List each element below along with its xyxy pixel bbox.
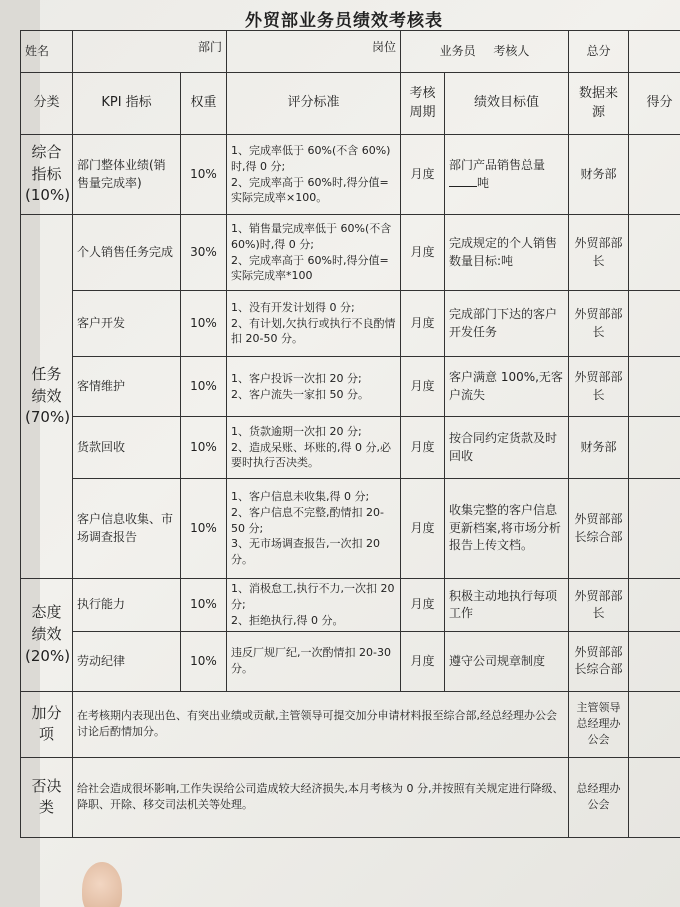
- name-cell[interactable]: [73, 31, 227, 73]
- group-attitude: 态度绩效(20%): [21, 579, 73, 692]
- kpi-target: 积极主动地执行每项工作: [445, 579, 569, 632]
- score-cell[interactable]: [629, 691, 680, 757]
- kpi-period: 月度: [401, 291, 445, 357]
- position-label: 岗位: [371, 40, 396, 54]
- kpi-weight: 30%: [181, 215, 227, 291]
- table-row: [21, 135, 680, 215]
- header-score: 得分: [629, 73, 680, 135]
- veto-source: 总经理办公会: [569, 757, 629, 837]
- kpi-name: 客户开发: [73, 291, 181, 357]
- reviewer-label: 考核人: [493, 43, 530, 58]
- header-period: 考核周期: [401, 73, 445, 135]
- header-row: [21, 73, 680, 135]
- header-criteria: 评分标准: [227, 73, 401, 135]
- evaluation-form: [20, 30, 680, 907]
- score-cell[interactable]: [629, 757, 680, 837]
- kpi-source: 外贸部部长: [569, 291, 629, 357]
- kpi-source: 外贸部部长综合部: [569, 631, 629, 691]
- score-cell[interactable]: [629, 291, 680, 357]
- bonus-text: 在考核期内表现出色、有突出业绩或贡献,主管领导可提交加分申请材料报至综合部,经总经理办公会讨论后酌情加分。: [73, 691, 569, 757]
- bonus-source: 主管领导总经理办公会: [569, 691, 629, 757]
- kpi-criteria: 1、完成率低于 60%(不含 60%)时,得 0 分; 2、完成率高于 60%时,得分值=实际完成率×100。: [227, 135, 401, 215]
- kpi-name: 执行能力: [73, 579, 181, 632]
- kpi-table: [20, 30, 680, 838]
- kpi-source: 外贸部部长综合部: [569, 479, 629, 579]
- table-row: [21, 291, 680, 357]
- header-source: 数据来源: [569, 73, 629, 135]
- score-cell[interactable]: [629, 135, 680, 215]
- header-category: 分类: [21, 73, 73, 135]
- kpi-name: 个人销售任务完成: [73, 215, 181, 291]
- kpi-target: 遵守公司规章制度: [445, 631, 569, 691]
- kpi-name: 客户信息收集、市场调查报告: [73, 479, 181, 579]
- kpi-weight: 10%: [181, 417, 227, 479]
- kpi-source: 财务部: [569, 417, 629, 479]
- group-comprehensive: 综合指标(10%): [21, 135, 73, 215]
- kpi-target: 客户满意 100%,无客户流失: [445, 357, 569, 417]
- score-cell[interactable]: [629, 631, 680, 691]
- kpi-source: 外贸部部长: [569, 357, 629, 417]
- kpi-source: 外贸部部长: [569, 215, 629, 291]
- kpi-weight: 10%: [181, 357, 227, 417]
- kpi-target: 完成规定的个人销售数量目标:吨: [445, 215, 569, 291]
- kpi-criteria: 1、销售量完成率低于 60%(不含 60%)时,得 0 分; 2、完成率高于 60%时,得分值=实际完成率*100: [227, 215, 401, 291]
- group-bonus: 加分项: [21, 691, 73, 757]
- kpi-name: 部门整体业绩(销售量完成率): [73, 135, 181, 215]
- kpi-criteria: 违反厂规厂纪,一次酌情扣 20-30 分。: [227, 631, 401, 691]
- fill-blank[interactable]: [449, 186, 477, 187]
- kpi-weight: 10%: [181, 479, 227, 579]
- veto-row: [21, 757, 680, 837]
- total-label: 总分: [569, 31, 629, 73]
- kpi-period: 月度: [401, 631, 445, 691]
- dept-label: 部门: [197, 40, 222, 54]
- kpi-name: 客情维护: [73, 357, 181, 417]
- kpi-source: 财务部: [569, 135, 629, 215]
- kpi-period: 月度: [401, 579, 445, 632]
- group-task: 任务绩效(70%): [21, 215, 73, 579]
- header-kpi: KPI 指标: [73, 73, 181, 135]
- kpi-criteria: 1、货款逾期一次扣 20 分; 2、造成呆账、坏账的,得 0 分,必要时执行否决类。: [227, 417, 401, 479]
- header-weight: 权重: [181, 73, 227, 135]
- total-value-cell[interactable]: [629, 31, 680, 73]
- bonus-row: [21, 691, 680, 757]
- kpi-period: 月度: [401, 135, 445, 215]
- table-row: [21, 357, 680, 417]
- dept-value-cell[interactable]: [227, 31, 401, 73]
- score-cell[interactable]: [629, 417, 680, 479]
- kpi-criteria: 1、客户信息未收集,得 0 分; 2、客户信息不完整,酌情扣 20-50 分; 3、无市场调查报告,一次扣 20 分。: [227, 479, 401, 579]
- kpi-name: 货款回收: [73, 417, 181, 479]
- kpi-weight: 10%: [181, 291, 227, 357]
- group-veto: 否决类: [21, 757, 73, 837]
- table-row: [21, 479, 680, 579]
- veto-text: 给社会造成很坏影响,工作失误给公司造成较大经济损失,本月考核为 0 分,并按照有关规定进行降级、降职、开除、移交司法机关等处理。: [73, 757, 569, 837]
- score-cell[interactable]: [629, 579, 680, 632]
- table-row: [21, 215, 680, 291]
- kpi-weight: 10%: [181, 135, 227, 215]
- table-row: [21, 417, 680, 479]
- kpi-source: 外贸部部长: [569, 579, 629, 632]
- kpi-criteria: 1、客户投诉一次扣 20 分; 2、客户流失一家扣 50 分。: [227, 357, 401, 417]
- info-row: [21, 31, 680, 73]
- kpi-target: 完成部门下达的客户开发任务: [445, 291, 569, 357]
- kpi-criteria: 1、消极怠工,执行不力,一次扣 20 分; 2、拒绝执行,得 0 分。: [227, 579, 401, 632]
- name-label: 姓名: [21, 31, 73, 73]
- header-target: 绩效目标值: [445, 73, 569, 135]
- kpi-target: 收集完整的客户信息更新档案,将市场分析报告上传文档。: [445, 479, 569, 579]
- kpi-name: 劳动纪律: [73, 631, 181, 691]
- position-value: 业务员 考核人: [401, 31, 569, 73]
- kpi-weight: 10%: [181, 579, 227, 632]
- kpi-period: 月度: [401, 215, 445, 291]
- score-cell[interactable]: [629, 479, 680, 579]
- kpi-weight: 10%: [181, 631, 227, 691]
- score-cell[interactable]: [629, 215, 680, 291]
- kpi-target: 按合同约定货款及时回收: [445, 417, 569, 479]
- table-row: [21, 631, 680, 691]
- kpi-period: 月度: [401, 479, 445, 579]
- kpi-criteria: 1、没有开发计划得 0 分; 2、有计划,欠执行或执行不良酌情扣 20-50 分。: [227, 291, 401, 357]
- score-cell[interactable]: [629, 357, 680, 417]
- table-row: [21, 579, 680, 632]
- page-title: 外贸部业务员绩效考核表: [245, 11, 443, 31]
- kpi-period: 月度: [401, 417, 445, 479]
- kpi-period: 月度: [401, 357, 445, 417]
- kpi-target: 部门产品销售总量吨: [445, 135, 569, 215]
